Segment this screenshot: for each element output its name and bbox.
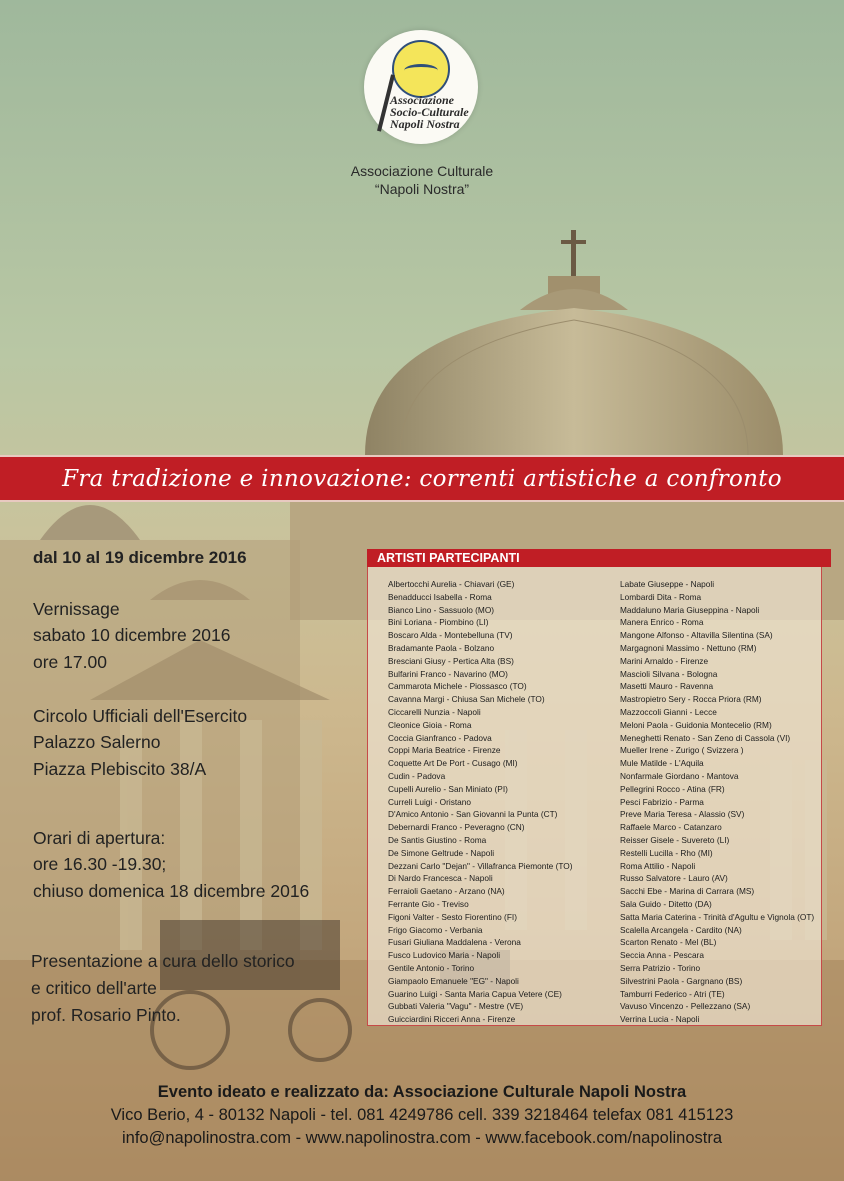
artist-entry: Lombardi Dita - Roma [620, 591, 702, 602]
artist-entry: Mazzoccoli Gianni - Lecce [620, 706, 717, 717]
artist-entry: Ciccarelli Nunzia - Napoli [388, 706, 481, 717]
association-logo [364, 30, 478, 144]
vernissage-label: Vernissage [33, 599, 120, 619]
logo-line-3: Napoli Nostra [390, 117, 460, 131]
artist-entry: Pellegrini Rocco - Atina (FR) [620, 783, 725, 794]
artist-entry: Cavanna Margi - Chiusa San Michele (TO) [388, 694, 545, 705]
artist-entry: Debernardi Franco - Peveragno (CN) [388, 822, 525, 833]
cross-icon [571, 230, 576, 278]
artist-entry: Gubbati Valeria "Vagu" - Mestre (VE) [388, 1001, 524, 1012]
artist-entry: Pesci Fabrizio - Parma [620, 796, 704, 807]
artist-entry: Bianco Lino - Sassuolo (MO) [388, 604, 495, 615]
artist-entry: Masetti Mauro - Ravenna [620, 681, 714, 692]
artist-entry: Meneghetti Renato - San Zeno di Cassola (VI) [620, 732, 791, 743]
artist-entry: Silvestrini Paola - Gargnano (BS) [620, 975, 743, 986]
artist-entry: Cudin - Padova [388, 770, 446, 781]
vesuvius-badge-icon [392, 40, 450, 98]
organizer-credit: Evento ideato e realizzato da: Associazione Culturale Napoli Nostra [157, 1083, 687, 1101]
artist-entry: De Simone Geltrude - Napoli [388, 847, 495, 858]
venue-name: Circolo Ufficiali dell'Esercito [33, 706, 248, 726]
artist-entry: Seccia Anna - Pescara [620, 950, 704, 961]
artist-entry: Nonfarmale Giordano - Mantova [620, 770, 739, 781]
artist-entry: Mastropietro Sery - Rocca Priora (RM) [620, 694, 762, 705]
artist-entry: Cammarota Michele - Piossasco (TO) [388, 681, 527, 692]
artist-entry: Meloni Paola - Guidonia Montecelio (RM) [620, 719, 772, 730]
artist-entry: Bulfarini Franco - Navarino (MO) [388, 668, 508, 679]
artist-entry: Mueller Irene - Zurigo ( Svizzera ) [620, 745, 744, 756]
artist-entry: Albertocchi Aurelia - Chiavari (GE) [388, 579, 515, 589]
artist-entry: Fusari Giuliana Maddalena - Verona [388, 937, 521, 948]
artist-entry: Coppi Maria Beatrice - Firenze [388, 745, 501, 756]
artist-entry: Ferrante Gio - Treviso [388, 898, 469, 909]
artist-entry: Gentile Antonio - Torino [388, 962, 475, 973]
artists-header: ARTISTI PARTECIPANTI [367, 549, 831, 567]
artist-entry: Giampaolo Emanuele "EG" - Napoli [388, 975, 519, 986]
artist-entry: Mule Matilde - L'Aquila [620, 758, 704, 769]
artist-entry: Vavuso Vincenzo - Pellezzano (SA) [620, 1001, 751, 1012]
artist-entry: Figoni Valter - Sesto Fiorentino (FI) [388, 911, 517, 922]
artist-entry: Mascioli Silvana - Bologna [620, 668, 718, 679]
artist-entry: Preve Maria Teresa - Alassio (SV) [620, 809, 745, 820]
artist-entry: Scalella Arcangela - Cardito (NA) [620, 924, 742, 935]
artist-entry: Margagnoni Massimo - Nettuno (RM) [620, 642, 757, 653]
artist-entry: De Santis Giustino - Roma [388, 834, 487, 845]
hours-times: ore 16.30 -19.30; [33, 854, 167, 874]
artist-entry: Bresciani Giusy - Pertica Alta (BS) [388, 655, 514, 666]
artist-entry: Cupelli Aurelio - San Miniato (PI) [388, 783, 508, 794]
artist-entry: Verrina Lucia - Napoli [620, 1014, 700, 1025]
title-banner [0, 455, 844, 502]
venue-address: Piazza Plebiscito 38/A [33, 759, 207, 779]
artist-entry: Frigo Giacomo - Verbania [388, 924, 483, 935]
artist-entry: Mangone Alfonso - Altavilla Silentina (SA) [620, 630, 773, 641]
artist-entry: Guicciardini Ricceri Anna - Firenze [388, 1014, 516, 1025]
contact-address: Vico Berio, 4 - 80132 Napoli - tel. 081 4249786 cell. 339 3218464 telefax 081 415123 [110, 1106, 734, 1124]
artist-entry: Satta Maria Caterina - Trinità d'Agultu e Vignola (OT) [620, 911, 815, 922]
artist-entry: Maddaluno Maria Giuseppina - Napoli [620, 604, 760, 615]
artist-entry: Raffaele Marco - Catanzaro [620, 822, 722, 833]
artist-entry: Sacchi Ebe - Marina di Carrara (MS) [620, 886, 755, 897]
artist-entry: Labate Giuseppe - Napoli [620, 579, 715, 589]
artist-entry: Curreli Luigi - Oristano [388, 796, 471, 807]
artist-entry: D'Amico Antonio - San Giovanni la Punta (CT) [388, 809, 558, 820]
vernissage-date: sabato 10 dicembre 2016 [33, 625, 231, 645]
artist-entry: Sala Guido - Ditetto (DA) [620, 898, 712, 909]
artists-column-2 [620, 578, 814, 1026]
contact-web: info@napolinostra.com - www.napolinostra.com - www.facebook.com/napolinostra [121, 1129, 723, 1147]
logo-line-2: Socio-Culturale [390, 105, 469, 119]
artist-entry: Coquette Art De Port - Cusago (MI) [388, 758, 518, 769]
artist-entry: Reisser Gisele - Suvereto (LI) [620, 834, 730, 845]
presentation-line-1: Presentazione a cura dello storico [31, 951, 295, 971]
artist-entry: Boscaro Alda - Montebelluna (TV) [388, 630, 513, 641]
artist-entry: Guarino Luigi - Santa Maria Capua Vetere (CE) [388, 988, 562, 999]
artist-entry: Fusco Ludovico Maria - Napoli [388, 950, 501, 961]
artist-entry: Ferraioli Gaetano - Arzano (NA) [388, 886, 505, 897]
presentation-line-2: e critico dell'arte [31, 978, 157, 998]
venue-building: Palazzo Salerno [33, 732, 161, 752]
artist-entry: Bini Loriana - Piombino (LI) [388, 617, 489, 628]
logo-line-1: Associazione [390, 93, 455, 107]
artist-entry: Scarton Renato - Mel (BL) [620, 937, 717, 948]
hours-label: Orari di apertura: [33, 828, 166, 848]
artists-column-1 [388, 578, 573, 1026]
artist-entry: Russo Salvatore - Lauro (AV) [620, 873, 728, 884]
artist-entry: Dezzani Carlo "Dejan" - Villafranca Piemonte (TO) [388, 860, 573, 871]
artist-entry: Coccia Gianfranco - Padova [388, 732, 492, 743]
hours-closed: chiuso domenica 18 dicembre 2016 [33, 881, 310, 901]
association-subname: “Napoli Nostra” [374, 181, 470, 197]
event-dates: dal 10 al 19 dicembre 2016 [33, 548, 247, 567]
vernissage-time: ore 17.00 [33, 652, 107, 672]
event-title: Fra tradizione e innovazione: correnti artistiche a confronto [62, 466, 782, 492]
artist-entry: Marini Arnaldo - Firenze [620, 655, 709, 666]
artist-entry: Benadducci Isabella - Roma [388, 591, 492, 602]
artist-entry: Cleonice Gioia - Roma [388, 719, 472, 730]
association-name: Associazione Culturale [350, 163, 494, 179]
artist-entry: Restelli Lucilla - Rho (MI) [620, 847, 713, 858]
artist-entry: Roma Attilio - Napoli [620, 860, 696, 871]
artist-entry: Bradamante Paola - Bolzano [388, 642, 495, 653]
artist-entry: Serra Patrizio - Torino [620, 962, 701, 973]
presentation-line-3: prof. Rosario Pinto. [31, 1005, 181, 1025]
artist-entry: Manera Enrico - Roma [620, 617, 704, 628]
artist-entry: Di Nardo Francesca - Napoli [388, 873, 493, 884]
artist-entry: Tamburri Federico - Atri (TE) [620, 988, 725, 999]
